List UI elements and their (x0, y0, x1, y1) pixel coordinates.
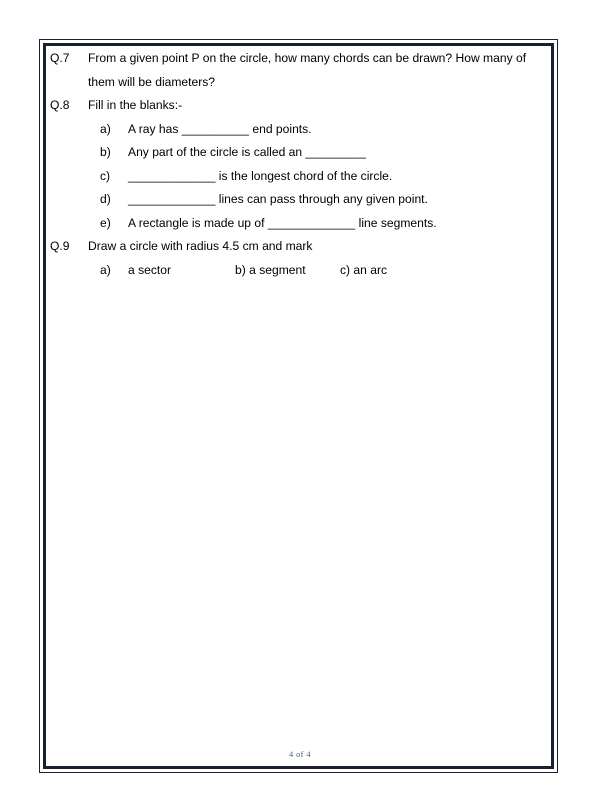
question-text-q7: From a given point P on the circle, how many chords can be drawn? How many of them will be diameters? (88, 51, 527, 89)
sub-item-q8-a (50, 118, 550, 142)
sub-item-label-q8-c: c) (100, 168, 111, 183)
option-text-q9-c: c) an arc (340, 262, 388, 277)
sub-item-text-q8-d: _____________ lines can pass through any given point. (128, 192, 428, 206)
question-label-q7: Q.7 (50, 51, 70, 65)
sub-item-q8-d (50, 188, 550, 212)
sub-item-label-q8-d: d) (100, 192, 111, 206)
sub-item-text-q8-a: A ray has __________ end points. (128, 121, 312, 136)
question-label-q8: Q.8 (50, 98, 70, 112)
sub-item-q8-c (50, 165, 550, 189)
question-text-q9: Draw a circle with radius 4.5 cm and mark (88, 239, 313, 253)
question-row-q7 (50, 47, 550, 94)
sub-item-q8-b (50, 141, 550, 165)
question-row-q8 (50, 94, 550, 118)
sub-item-label-q8-e: e) (100, 215, 111, 230)
question-block-q8 (50, 94, 550, 235)
sub-item-text-q8-e: A rectangle is made up of _____________ line segments. (128, 215, 437, 230)
option-text-q9-a: a sector (128, 262, 172, 277)
question-block-q7 (50, 47, 550, 94)
question-block-q9 (50, 235, 550, 282)
question-text-q8: Fill in the blanks:- (88, 98, 183, 112)
document-content-area (50, 47, 550, 747)
sub-item-text-q8-c: _____________ is the longest chord of the circle. (128, 168, 393, 183)
sub-item-label-q8-a: a) (100, 121, 111, 136)
sub-item-text-q8-b: Any part of the circle is called an _________ (128, 145, 366, 159)
question-label-q9: Q.9 (50, 239, 70, 253)
option-row-q9 (50, 259, 550, 283)
option-text-q9-b: b) a segment (235, 262, 306, 277)
sub-item-q8-e (50, 212, 550, 236)
question-row-q9 (50, 235, 550, 259)
option-label-q9-a: a) (100, 262, 111, 277)
sub-item-label-q8-b: b) (100, 145, 111, 159)
page-footer-indicator: 4 of 4 (289, 750, 311, 759)
